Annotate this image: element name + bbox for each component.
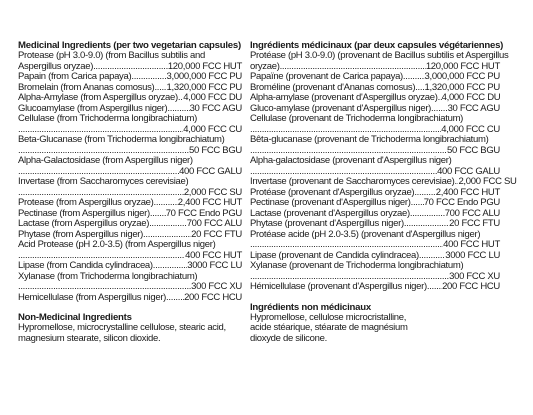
ingredient-item	[250, 219, 500, 230]
ingredient-name: Phytase (from Aspergillus niger)	[18, 228, 144, 240]
nonmedicinal-heading-fr: Ingrédients non médicinaux	[250, 301, 371, 313]
ingredient-item	[250, 230, 500, 251]
ingredient-name-line: Cellulase (from Trichoderma longibrachiatum)	[18, 113, 197, 124]
ingredient-amount: 200 FCC HCU	[184, 291, 242, 303]
ingredient-amount: 400 FCC GALU	[179, 165, 242, 177]
ingredient-amount: 4,000 FCC CU	[183, 123, 242, 135]
dot-leader	[154, 198, 178, 209]
ingredient-item	[250, 176, 517, 188]
ingredient-amount: 1,320,000 FCC PU	[424, 81, 500, 93]
ingredient-name: Protéase (provenant d'Aspergillus oryzae)	[250, 186, 415, 198]
ingredient-amount: 4,000 FCC DU	[183, 92, 242, 103]
ingredient-amount: 300 FCC XU	[191, 281, 242, 292]
ingredient-list-fr	[250, 50, 517, 293]
ingredient-row	[18, 72, 242, 83]
ingredient-row	[18, 282, 242, 293]
ingredient-amount: 50 FCC BGU	[447, 144, 500, 156]
ingredient-name: Lipase (provenant de Candida cylindracea)	[250, 249, 419, 261]
ingredient-item	[250, 72, 500, 83]
ingredient-amount: 700 FCC ALU	[444, 207, 500, 219]
english-column	[18, 40, 242, 344]
dot-leader	[153, 261, 187, 272]
ingredient-name-line: Alpha-galactosidase (provenant d'Aspergillus niger)	[250, 155, 452, 166]
ingredient-amount: 400 FCC HUT	[185, 249, 242, 261]
ingredient-amount: 2,000 FCC SU	[458, 176, 517, 187]
ingredient-amount: 700 FCC ALU	[186, 218, 242, 229]
medicinal-heading-en: Medicinal Ingredients (per two vegetarian capsules)	[18, 40, 241, 51]
ingredient-item	[250, 261, 500, 282]
ingredient-list-en	[18, 51, 242, 303]
ingredient-item	[250, 114, 500, 135]
dot-leader	[131, 72, 166, 83]
ingredient-item	[18, 51, 242, 72]
ingredient-name: Lactase (provenant d'Aspergillus oryzae)	[250, 207, 410, 219]
ingredient-name: Aspergillus oryzae)	[18, 60, 94, 72]
ingredient-item	[250, 50, 509, 72]
ingredient-name-line: Protease (pH 3.0-9.0) (from Bacillus subtilis and	[18, 50, 205, 61]
medicinal-heading-fr: Ingrédients médicinaux (par deux capsules végétariennes)	[250, 40, 504, 51]
french-column	[250, 40, 517, 344]
ingredient-amount: 120,000 FCC HUT	[167, 60, 242, 72]
ingredient-amount: 70 FCC Endo PGU	[165, 207, 242, 219]
ingredient-item	[250, 282, 500, 293]
nonmedicinal-heading-en: Non-Medicinal Ingredients	[18, 312, 132, 323]
ingredient-amount: 120,000 FCC HUT	[425, 60, 500, 72]
ingredient-name: Lipase (from Candida cylindracea)	[18, 260, 153, 271]
ingredient-amount: 3000 FCC LU	[187, 260, 242, 271]
dot-leader	[404, 219, 449, 230]
ingredient-name: Invertase (provenant de Saccharomyces cerevisiae)	[250, 176, 455, 187]
ingredient-item	[18, 135, 242, 156]
ingredient-name-line: Protéase acide (pH 2.0-3.5) (provenant d'Aspergillus niger)	[250, 228, 481, 240]
ingredient-row	[18, 261, 242, 272]
ingredient-amount: 1,320,000 FCC PU	[166, 81, 242, 93]
ingredient-item	[18, 293, 242, 304]
ingredient-name: Gluco-amylase (provenant d'Aspergillus niger)	[250, 102, 432, 114]
ingredient-row	[250, 198, 500, 209]
ingredient-item	[18, 177, 242, 198]
ingredient-item	[18, 240, 242, 261]
ingredient-item	[18, 114, 242, 135]
ingredient-name-line: Alpha-Galactosidase (from Aspergillus niger)	[18, 155, 193, 166]
ingredient-name: Hemicellulase (from Aspergillus niger)	[18, 291, 167, 303]
ingredient-name: Hémicellulase (provenant d'Aspergillus niger)	[250, 281, 427, 292]
dot-leader	[427, 282, 442, 293]
nonmedicinal-line: acide stéarique, stéarate de magnésium	[250, 322, 408, 333]
ingredient-row	[250, 240, 500, 251]
ingredient-amount: 50 FCC BGU	[189, 144, 242, 156]
ingredient-item	[18, 156, 242, 177]
ingredient-name-line: Protéase (pH 3.0-9.0) (provenant de Bacillus subtilis et Aspergillus	[250, 50, 509, 61]
ingredient-amount: 2,400 FCC HUT	[435, 186, 500, 198]
ingredient-item	[250, 135, 500, 156]
ingredient-name: Glucoamylase (from Aspergillus niger)	[18, 102, 168, 114]
ingredient-amount: 70 FCC Endo PGU	[423, 197, 500, 208]
ingredient-row	[18, 93, 242, 104]
ingredient-item	[18, 219, 242, 230]
nonmedicinal-line: Hypromellose, cellulose microcristalline,	[250, 311, 407, 323]
ingredient-name-line: Invertase (from Saccharomyces cerevisiae)	[18, 176, 189, 187]
ingredient-name-line: Acid Protease (pH 2.0-3.5) (from Aspergillus niger)	[18, 239, 216, 250]
ingredient-name: Pectinase (provenant d'Aspergillus niger)	[250, 197, 411, 208]
ingredient-amount: 20 FCC FTU	[191, 228, 242, 240]
ingredient-amount: 2,400 FCC HUT	[177, 197, 242, 208]
ingredient-row	[250, 93, 500, 104]
dot-leader	[150, 209, 166, 220]
ingredient-row	[250, 219, 500, 230]
ingredient-name: Alpha-Amylase (from Aspergillus oryzae)	[18, 92, 178, 103]
dot-leader	[411, 198, 424, 209]
ingredient-amount: 300 FCC XU	[449, 270, 500, 282]
ingredient-row	[250, 282, 500, 293]
nonmedicinal-text-fr	[250, 313, 500, 345]
ingredient-amount: 30 FCC AGU	[447, 102, 500, 114]
ingredient-name: Protease (from Aspergillus oryzae)	[18, 197, 154, 208]
ingredient-item	[18, 261, 242, 272]
dot-leader	[410, 209, 445, 220]
ingredient-name-line: Cellulase (provenant de Trichoderma longibrachiatum)	[250, 113, 464, 124]
ingredient-amount: 30 FCC AGU	[189, 102, 242, 114]
ingredient-item	[18, 198, 242, 209]
ingredient-name: Pectinase (from Aspergillus niger)	[18, 207, 150, 219]
ingredient-item	[250, 156, 500, 177]
ingredient-name: Broméline (provenant d'Ananas comosus)	[250, 81, 416, 93]
ingredient-item	[18, 72, 242, 83]
ingredient-item	[250, 198, 500, 209]
ingredient-name: oryzae)	[250, 60, 280, 72]
ingredient-name-line: Xylanase (from Trichoderma longibrachiatum)	[18, 270, 198, 282]
ingredient-amount: 4,000 FCC CU	[441, 123, 500, 135]
nonmedicinal-text-en	[18, 323, 242, 344]
ingredient-name: Lactase (from Aspergillus oryzae)	[18, 218, 150, 229]
nonmedicinal-line: Hypromellose, microcrystalline cellulose, stearic acid,	[18, 322, 226, 333]
ingredient-name-line: Bêta-glucanase (provenant de Trichoderma longibrachiatum)	[250, 134, 489, 145]
ingredient-item	[18, 272, 242, 293]
ingredient-amount: 3,000,000 FCC PU	[424, 71, 500, 82]
ingredient-amount: 2,000 FCC SU	[183, 186, 242, 198]
dot-leader	[166, 293, 184, 304]
ingredient-amount: 3,000,000 FCC PU	[166, 71, 242, 82]
dot-leader	[149, 219, 187, 230]
ingredient-name-line: Beta-Glucanase (from Trichoderma longibrachiatum)	[18, 134, 225, 145]
ingredient-amount: 200 FCC HCU	[442, 281, 500, 292]
ingredient-item	[250, 93, 500, 104]
ingredient-row	[18, 198, 242, 209]
dot-leader	[250, 240, 443, 251]
ingredient-amount: 3000 FCC LU	[445, 249, 500, 261]
ingredient-row	[250, 176, 517, 188]
ingredient-name: Papain (from Carica papaya)	[18, 71, 132, 82]
ingredient-name: Alpha-amylase (provenant d'Aspergillus oryzae)	[250, 92, 438, 103]
ingredient-amount: 400 FCC HUT	[443, 239, 500, 250]
ingredient-amount: 4,000 FCC DU	[441, 92, 501, 103]
nonmedicinal-line: magnesium stearate, silicon dioxide.	[18, 332, 161, 344]
ingredient-row	[250, 72, 500, 83]
dot-leader	[18, 282, 191, 293]
ingredient-row	[18, 219, 242, 230]
ingredient-name: Papaïne (provenant de Carica papaya)	[250, 71, 403, 82]
ingredient-amount: 400 FCC GALU	[437, 165, 500, 177]
ingredient-row	[18, 293, 242, 304]
ingredient-amount: 20 FCC FTU	[449, 218, 500, 229]
ingredient-name: Bromelain (from Ananas comosus)	[18, 81, 155, 93]
ingredient-name-line: Xylanase (provenant de Trichoderma longibrachiatum)	[250, 260, 464, 271]
nonmedicinal-line: dioxyde de silicone.	[250, 332, 327, 344]
ingredient-item	[18, 93, 242, 104]
dot-leader	[403, 72, 425, 83]
ingredient-name: Phytase (provenant d'Aspergillus niger)	[250, 218, 404, 229]
